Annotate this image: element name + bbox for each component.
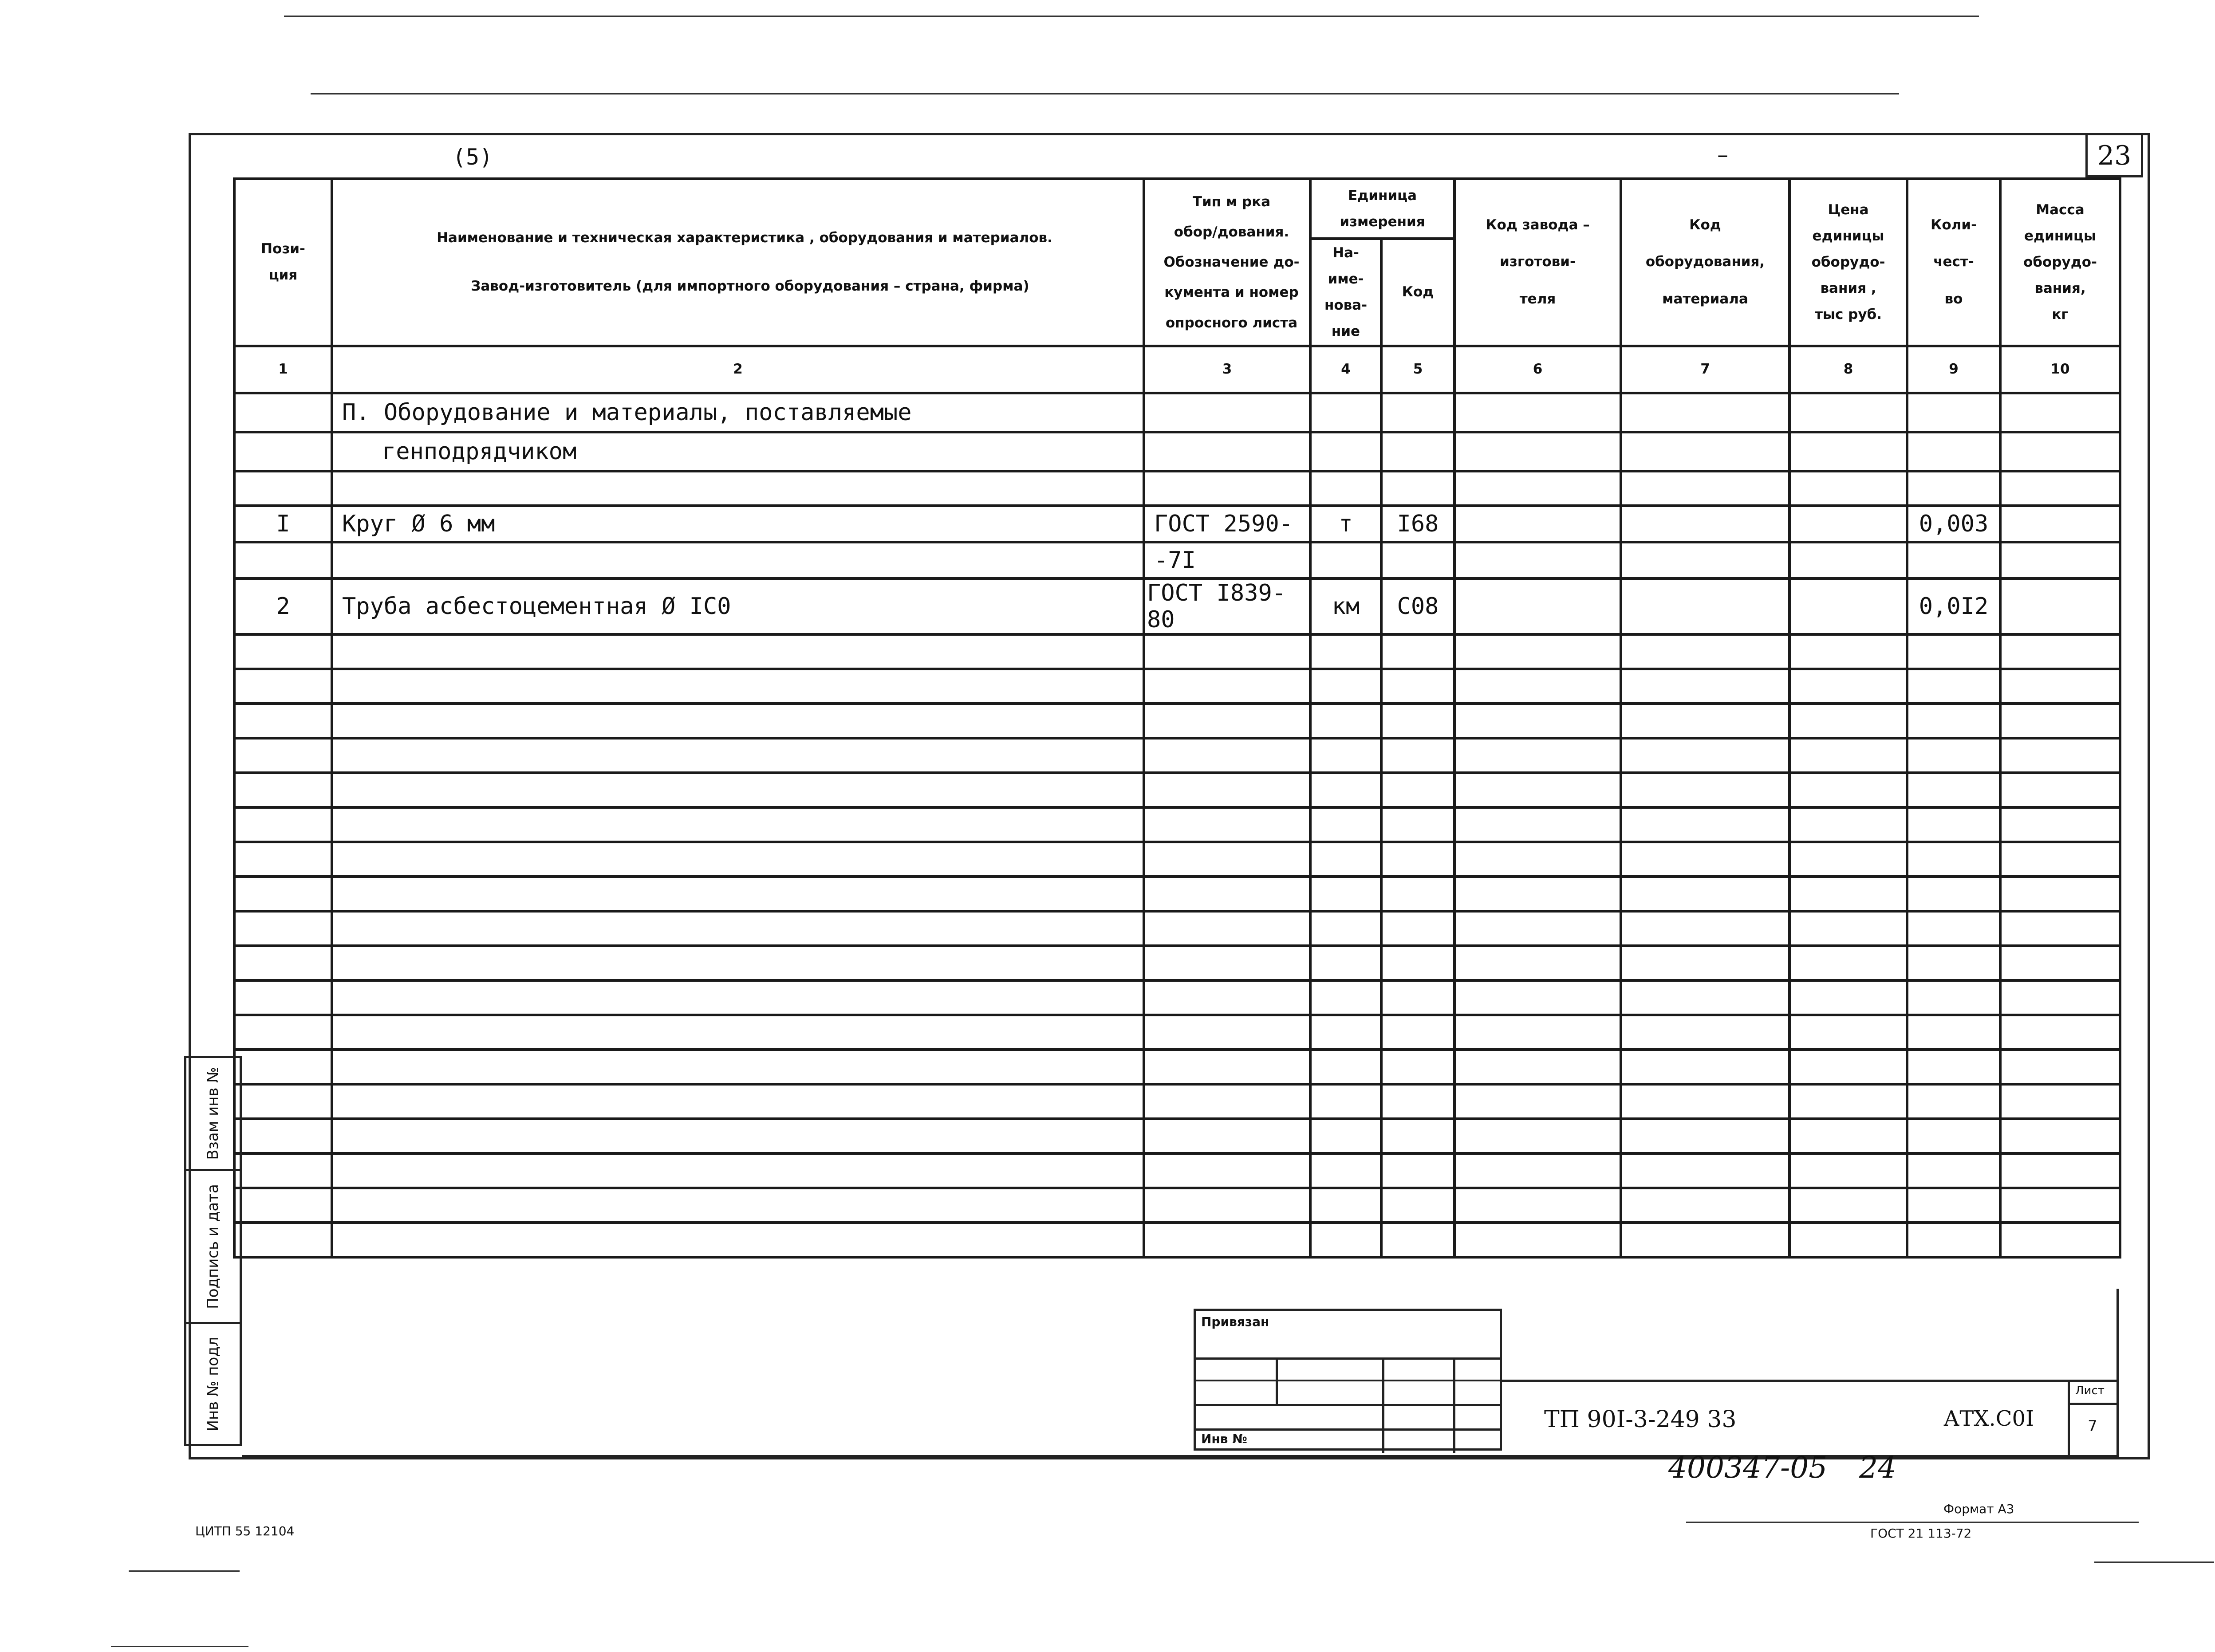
table-row xyxy=(234,1188,2120,1223)
header-unit-group: Единица измерения xyxy=(1310,179,1454,239)
table-cell xyxy=(1621,1050,1789,1084)
header-price: Цена единицы оборудо- вания , тыс руб. xyxy=(1789,179,1907,346)
table-row xyxy=(234,1119,2120,1153)
table-cell xyxy=(1621,1153,1789,1188)
format-label: Формат А3 xyxy=(1943,1502,2014,1516)
section-title: П. Оборудование и материалы, поставляемые xyxy=(332,393,1144,432)
table-cell xyxy=(332,842,1144,877)
table-row xyxy=(234,578,2120,634)
table-cell xyxy=(2000,738,2120,773)
table-row xyxy=(234,1050,2120,1084)
side-stamp-replace-inv: Взам инв № xyxy=(184,1056,242,1171)
table-cell xyxy=(332,634,1144,669)
table-cell xyxy=(1621,1015,1789,1050)
table-cell xyxy=(1454,877,1621,911)
table-cell xyxy=(1621,1084,1789,1119)
table-cell xyxy=(1621,877,1789,911)
table-cell xyxy=(1789,980,1907,1015)
scan-line-bottom-1 xyxy=(129,1570,240,1572)
table-cell xyxy=(332,773,1144,807)
table-row xyxy=(234,807,2120,842)
table-cell xyxy=(1381,807,1454,842)
gost-label: ГОСТ 21 113-72 xyxy=(1870,1526,1972,1541)
header-unit-name: На- име- нова- ние xyxy=(1310,239,1381,346)
table-row xyxy=(234,634,2120,669)
table-cell xyxy=(1907,634,2000,669)
table-cell xyxy=(234,1015,332,1050)
row-unit: т xyxy=(1310,506,1381,542)
table-cell xyxy=(1144,807,1310,842)
table-cell xyxy=(1144,980,1310,1015)
table-cell xyxy=(2000,807,2120,842)
table-row xyxy=(234,911,2120,946)
scan-line-bottom-2 xyxy=(111,1646,248,1647)
sheet-group: (5) xyxy=(453,144,493,170)
table-cell xyxy=(2000,669,2120,704)
table-cell xyxy=(1789,669,1907,704)
column-number: 8 xyxy=(1789,346,1907,393)
table-cell xyxy=(2000,1223,2120,1257)
table-row xyxy=(234,877,2120,911)
column-number: 4 xyxy=(1310,346,1381,393)
document-code: ТП 90I-3-249 33 xyxy=(1544,1406,1737,1433)
table-cell xyxy=(1789,1015,1907,1050)
table-cell xyxy=(1454,1153,1621,1188)
table-row xyxy=(234,980,2120,1015)
table-cell xyxy=(1907,1084,2000,1119)
table-cell xyxy=(2000,946,2120,980)
table-row xyxy=(234,506,2120,542)
table-cell xyxy=(1310,669,1381,704)
table-cell xyxy=(1144,1084,1310,1119)
sheet-mark: – xyxy=(1717,142,1728,168)
page-number: 23 xyxy=(2097,140,2132,171)
table-cell xyxy=(1454,773,1621,807)
table-cell xyxy=(2000,1188,2120,1223)
empty-rows xyxy=(234,634,2120,1257)
scan-line-top xyxy=(284,16,1979,17)
table-cell xyxy=(2000,634,2120,669)
table-cell xyxy=(1621,634,1789,669)
table-row xyxy=(234,1223,2120,1257)
table-cell xyxy=(1381,946,1454,980)
scan-line-bottom-3 xyxy=(2094,1562,2214,1563)
table-cell xyxy=(1381,980,1454,1015)
table-cell xyxy=(234,704,332,738)
table-cell xyxy=(234,877,332,911)
table-row xyxy=(234,1084,2120,1119)
table-cell xyxy=(1907,1223,2000,1257)
table-cell xyxy=(234,807,332,842)
side-stamp-inv-original: Инв № подл xyxy=(184,1322,242,1446)
table-cell xyxy=(1144,1153,1310,1188)
table-cell xyxy=(2000,704,2120,738)
doc-code-divider xyxy=(1502,1380,2119,1382)
table-cell xyxy=(234,669,332,704)
table-cell xyxy=(1789,1050,1907,1084)
table-cell xyxy=(2000,1119,2120,1153)
table-cell xyxy=(234,911,332,946)
table-cell xyxy=(1907,807,2000,842)
column-number: 7 xyxy=(1621,346,1789,393)
bound-stamp xyxy=(1194,1309,1502,1451)
table-cell xyxy=(1789,1223,1907,1257)
table-cell xyxy=(1310,946,1381,980)
table-cell xyxy=(1144,877,1310,911)
table-cell xyxy=(332,1015,1144,1050)
table-cell xyxy=(2000,773,2120,807)
side-stamp xyxy=(184,1056,242,1455)
section-title-continued: генподрядчиком xyxy=(332,432,1144,471)
table-cell xyxy=(332,911,1144,946)
table-cell xyxy=(1310,704,1381,738)
table-cell xyxy=(1144,842,1310,877)
list-box xyxy=(2068,1380,2119,1457)
row-unit-code: I68 xyxy=(1381,506,1454,542)
table-cell xyxy=(1621,773,1789,807)
table-cell xyxy=(2000,1084,2120,1119)
table-cell xyxy=(1621,807,1789,842)
table-cell xyxy=(332,1119,1144,1153)
table-cell xyxy=(1310,1188,1381,1223)
table-cell xyxy=(1789,773,1907,807)
table-cell xyxy=(1144,1188,1310,1223)
table-cell xyxy=(1454,946,1621,980)
table-cell xyxy=(234,634,332,669)
table-cell xyxy=(1454,1015,1621,1050)
handwritten-code: 400347-05 xyxy=(1668,1451,1828,1485)
column-number: 2 xyxy=(332,346,1144,393)
table-cell xyxy=(1789,704,1907,738)
table-row xyxy=(234,393,2120,432)
scan-line-second xyxy=(311,93,1899,94)
table-cell xyxy=(1144,634,1310,669)
table-cell xyxy=(332,669,1144,704)
row-quantity: 0,003 xyxy=(1907,506,2000,542)
row-position: 2 xyxy=(234,578,332,634)
table-cell xyxy=(1789,842,1907,877)
table-cell xyxy=(1907,946,2000,980)
table-cell xyxy=(1907,1153,2000,1188)
header-unit-code: Код xyxy=(1381,239,1454,346)
table-cell xyxy=(1907,842,2000,877)
row-document: ГОСТ I839-80 xyxy=(1144,578,1310,634)
table-cell xyxy=(1381,911,1454,946)
column-number: 1 xyxy=(234,346,332,393)
table-cell xyxy=(1621,1188,1789,1223)
row-name: Труба асбестоцементная Ø IC0 xyxy=(332,578,1144,634)
table-cell xyxy=(1907,1050,2000,1084)
table-cell xyxy=(1381,1015,1454,1050)
table-cell xyxy=(332,946,1144,980)
table-cell xyxy=(1789,738,1907,773)
table-cell xyxy=(1310,1223,1381,1257)
table-row xyxy=(234,773,2120,807)
bottom-title-area xyxy=(242,1289,2119,1457)
table-row xyxy=(234,669,2120,704)
table-cell xyxy=(2000,1050,2120,1084)
row-quantity: 0,0I2 xyxy=(1907,578,2000,634)
table-cell xyxy=(1310,911,1381,946)
table-cell xyxy=(1621,842,1789,877)
list-label: Лист xyxy=(2075,1384,2105,1397)
header-factory-code: Код завода – изготови- теля xyxy=(1454,179,1621,346)
table-cell xyxy=(234,1223,332,1257)
table-cell xyxy=(1310,1050,1381,1084)
table-cell xyxy=(1454,1188,1621,1223)
table-cell xyxy=(1789,1084,1907,1119)
row-unit-code: C08 xyxy=(1381,578,1454,634)
column-number: 10 xyxy=(2000,346,2120,393)
column-number-row xyxy=(234,346,2120,393)
table-cell xyxy=(1907,773,2000,807)
header-mass: Масса единицы оборудо- вания, кг xyxy=(2000,179,2120,346)
table-cell xyxy=(1454,842,1621,877)
table-cell xyxy=(2000,911,2120,946)
table-cell xyxy=(1381,877,1454,911)
table-cell xyxy=(332,1223,1144,1257)
table-row xyxy=(234,946,2120,980)
table-cell xyxy=(1381,738,1454,773)
table-cell xyxy=(234,980,332,1015)
table-cell xyxy=(1310,773,1381,807)
table-cell xyxy=(1621,669,1789,704)
document-mark: АТХ.С0I xyxy=(1943,1406,2034,1431)
table-cell xyxy=(1454,669,1621,704)
table-row xyxy=(234,542,2120,578)
table-cell xyxy=(1310,1015,1381,1050)
row-document: -7I xyxy=(1144,542,1310,578)
table-cell xyxy=(1454,1084,1621,1119)
table-cell xyxy=(1789,1153,1907,1188)
table-cell xyxy=(2000,877,2120,911)
table-cell xyxy=(1310,634,1381,669)
table-cell xyxy=(1621,980,1789,1015)
table-cell xyxy=(1907,1188,2000,1223)
table-cell xyxy=(1310,842,1381,877)
specification-table xyxy=(233,177,2121,1259)
list-value: 7 xyxy=(2088,1417,2097,1435)
table-cell xyxy=(1454,634,1621,669)
side-stamp-signature-date: Подпись и дата xyxy=(184,1169,242,1324)
table-cell xyxy=(1381,1188,1454,1223)
table-cell xyxy=(1144,669,1310,704)
table-cell xyxy=(1144,738,1310,773)
table-cell xyxy=(1454,980,1621,1015)
table-cell xyxy=(1454,738,1621,773)
table-cell xyxy=(1381,1119,1454,1153)
table-cell xyxy=(332,1188,1144,1223)
table-cell xyxy=(234,842,332,877)
table-cell xyxy=(1310,980,1381,1015)
table-cell xyxy=(234,1188,332,1223)
table-cell xyxy=(1907,1119,2000,1153)
row-unit: км xyxy=(1310,578,1381,634)
table-cell xyxy=(1789,1188,1907,1223)
table-cell xyxy=(234,773,332,807)
table-cell xyxy=(1789,946,1907,980)
table-cell xyxy=(1144,704,1310,738)
table-cell xyxy=(2000,1153,2120,1188)
table-cell xyxy=(1144,1050,1310,1084)
table-cell xyxy=(1310,1084,1381,1119)
table-row xyxy=(234,704,2120,738)
table-cell xyxy=(234,1050,332,1084)
table-cell xyxy=(1621,1119,1789,1153)
table-cell xyxy=(234,1119,332,1153)
table-cell xyxy=(1907,1015,2000,1050)
table-cell xyxy=(1789,1119,1907,1153)
table-cell xyxy=(1907,877,2000,911)
table-cell xyxy=(332,1084,1144,1119)
table-cell xyxy=(1789,911,1907,946)
table-cell xyxy=(1621,1223,1789,1257)
table-cell xyxy=(1907,911,2000,946)
table-cell xyxy=(1144,1015,1310,1050)
table-cell xyxy=(1454,1119,1621,1153)
table-cell xyxy=(1144,773,1310,807)
table-cell xyxy=(1381,1084,1454,1119)
table-cell xyxy=(1621,738,1789,773)
table-cell xyxy=(234,1153,332,1188)
table-cell xyxy=(1381,704,1454,738)
table-cell xyxy=(332,1153,1144,1188)
header-name: Наименование и техническая характеристика , оборудования и материалов. Завод-изготовитель (для импортного оборудования – страна, фирма) xyxy=(332,179,1144,346)
table-cell xyxy=(332,1050,1144,1084)
table-cell xyxy=(1907,669,2000,704)
table-cell xyxy=(1144,946,1310,980)
table-cell xyxy=(332,877,1144,911)
table-cell xyxy=(1907,738,2000,773)
table-cell xyxy=(1144,1119,1310,1153)
column-number: 3 xyxy=(1144,346,1310,393)
table-cell xyxy=(1310,1153,1381,1188)
header-quantity: Коли- чест- во xyxy=(1907,179,2000,346)
table-cell xyxy=(1381,1050,1454,1084)
table-cell xyxy=(1454,1050,1621,1084)
table-cell xyxy=(1621,946,1789,980)
table-cell xyxy=(1789,877,1907,911)
row-position: I xyxy=(234,506,332,542)
table-cell xyxy=(332,980,1144,1015)
table-cell xyxy=(1310,807,1381,842)
table-cell xyxy=(2000,1015,2120,1050)
table-cell xyxy=(1381,773,1454,807)
table-cell xyxy=(1310,1119,1381,1153)
table-cell xyxy=(1789,807,1907,842)
column-number: 5 xyxy=(1381,346,1454,393)
table-cell xyxy=(1454,911,1621,946)
table-cell xyxy=(1381,1223,1454,1257)
table-cell xyxy=(1381,669,1454,704)
table-row xyxy=(234,1153,2120,1188)
table-row xyxy=(234,432,2120,471)
page-number-box xyxy=(2085,133,2143,177)
header-equipment-code: Код оборудования, материала xyxy=(1621,179,1789,346)
row-name: Круг Ø 6 мм xyxy=(332,506,1144,542)
table-cell xyxy=(1907,704,2000,738)
table-cell xyxy=(1621,704,1789,738)
table-cell xyxy=(234,738,332,773)
inv-label: Инв № xyxy=(1201,1432,1247,1446)
table-cell xyxy=(1907,980,2000,1015)
table-cell xyxy=(1454,704,1621,738)
bound-label: Привязан xyxy=(1201,1314,1269,1329)
table-cell xyxy=(234,1084,332,1119)
table-row xyxy=(234,1015,2120,1050)
table-cell xyxy=(1310,738,1381,773)
header-position: Пози- ция xyxy=(234,179,332,346)
table-cell xyxy=(332,807,1144,842)
table-cell xyxy=(1789,634,1907,669)
table-cell xyxy=(1310,877,1381,911)
table-cell xyxy=(1144,1223,1310,1257)
table-cell xyxy=(1381,634,1454,669)
table-row xyxy=(234,471,2120,506)
header-type-doc: Тип м рка обор/дования. Обозначение до- кумента и номер опросного листа xyxy=(1144,179,1310,346)
table-cell xyxy=(1144,911,1310,946)
table-cell xyxy=(1381,1153,1454,1188)
table-cell xyxy=(1454,807,1621,842)
print-code: ЦИТП 55 12104 xyxy=(195,1524,295,1538)
handwritten-page: 24 xyxy=(1859,1451,1896,1485)
table-cell xyxy=(1381,842,1454,877)
column-number: 9 xyxy=(1907,346,2000,393)
table-cell xyxy=(2000,980,2120,1015)
table-cell xyxy=(1454,1223,1621,1257)
table-cell xyxy=(1621,911,1789,946)
table-cell xyxy=(2000,842,2120,877)
row-document: ГОСТ 2590- xyxy=(1144,506,1310,542)
table-row xyxy=(234,738,2120,773)
table-cell xyxy=(332,738,1144,773)
table-row xyxy=(234,842,2120,877)
column-number: 6 xyxy=(1454,346,1621,393)
table-cell xyxy=(332,704,1144,738)
table-cell xyxy=(234,946,332,980)
